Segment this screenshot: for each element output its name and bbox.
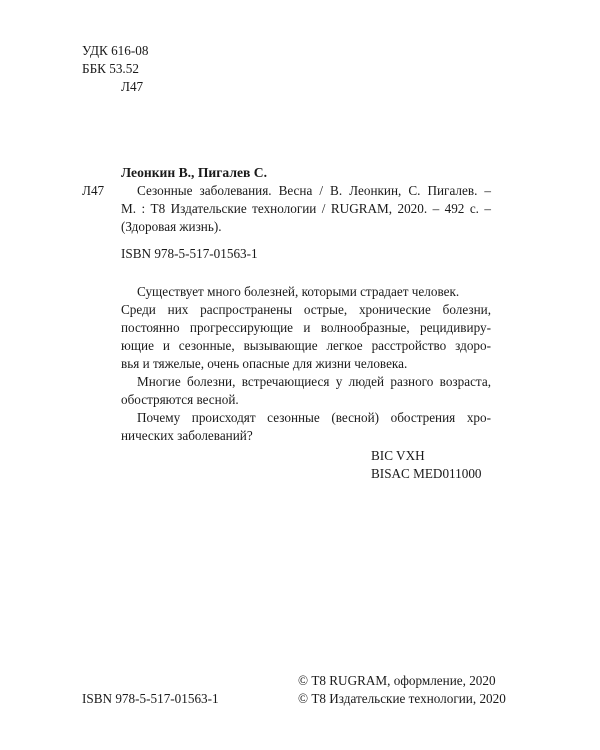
bibliography-line: М. : Т8 Издательские технологии / RUGRAM, 2020. – 492 с. – — [121, 201, 491, 216]
bisac-code: BISAC MED011000 — [371, 466, 482, 481]
copyright-publisher: © Т8 Издательские технологии, 2020 — [298, 691, 506, 706]
bibliography-line: Сезонные заболевания. Весна / В. Леонкин, С. Пигалев. – — [137, 183, 491, 198]
annotation-line: Среди них распространены острые, хронические болезни, — [121, 302, 491, 317]
bic-code: BIC VXH — [371, 448, 425, 463]
isbn: ISBN 978-5-517-01563-1 — [121, 246, 258, 261]
annotation-line: ющие и сезонные, вызывающие легкое расстройство здоро- — [121, 338, 491, 353]
footer-isbn: ISBN 978-5-517-01563-1 — [82, 691, 219, 706]
annotation-line: вья и тяжелые, очень опасные для жизни человека. — [121, 356, 408, 371]
annotation-line: Почему происходят сезонные (весной) обострения хро- — [137, 410, 491, 425]
bbk-code: ББК 53.52 — [82, 61, 139, 76]
author-sign: Л47 — [121, 79, 144, 94]
bibliography-line: (Здоровая жизнь). — [121, 219, 222, 234]
bibliography-sign: Л47 — [82, 183, 105, 198]
authors-heading: Леонкин В., Пигалев С. — [121, 165, 267, 180]
annotation-line: обостряются весной. — [121, 392, 239, 407]
annotation-line: Многие болезни, встречающиеся у людей разного возраста, — [137, 374, 491, 389]
copyright-design: © Т8 RUGRAM, оформление, 2020 — [298, 673, 496, 688]
annotation-line: Существует много болезней, которыми страдает человек. — [137, 284, 460, 299]
udk-code: УДК 616-08 — [82, 43, 149, 58]
annotation-line: нических заболеваний? — [121, 428, 253, 443]
annotation-line: постоянно прогрессирующие и волнообразные, рецидивиру- — [121, 320, 491, 335]
